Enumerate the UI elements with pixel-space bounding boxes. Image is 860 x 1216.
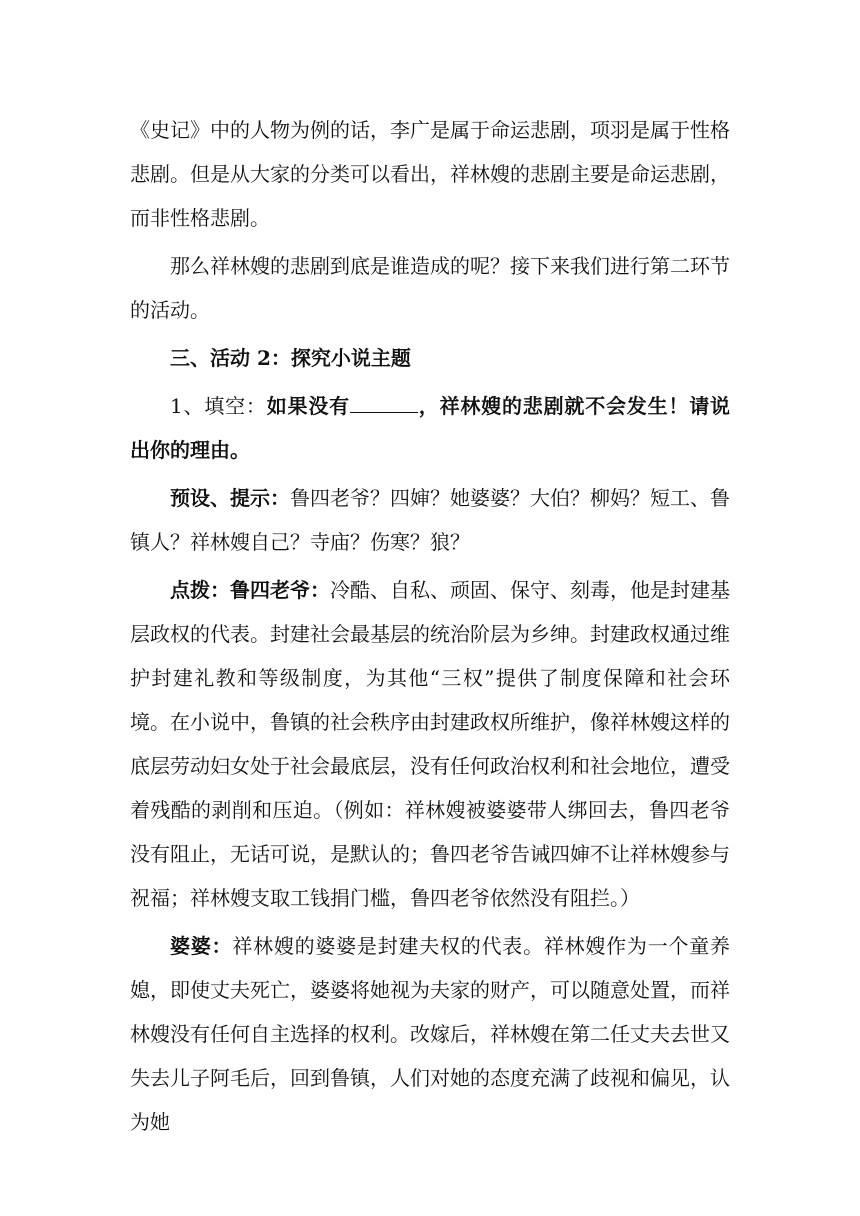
- paragraph-text: 《史记》中的人物为例的话，李广是属于命运悲剧，项羽是属于性格悲剧。但是从大家的分类可以看出，祥林嫂的悲剧主要是命运悲剧，而非性格悲剧。: [130, 118, 730, 230]
- paragraph-shiji-example: [130, 108, 730, 240]
- lu-silaoye-text: 冷酷、自私、顽固、保守、刻毒，他是封建基层政权的代表。封建社会最基层的统治阶层为乡绅。封建政权通过维护封建礼教和等级制度，为其他“三权”提供了制度保障和社会环境。在小说中，鲁镇的社会秩序由封建政权所维护，像祥林嫂这样的底层劳动妇女处于社会最底层，没有任何政治权利和社会地位，遭受着残酷的剥削和压迫。（例如：祥林嫂被婆婆带人绑回去，鲁四老爷没有阻止，无话可说，是默认的；鲁四老爷告诫四婶不让祥林嫂参与祝福；祥林嫂支取工钱捐门槛，鲁四老爷依然没有阻拦。）: [130, 578, 730, 910]
- lu-silaoye-label: 点拨：鲁四老爷：: [170, 578, 330, 602]
- paragraph-text: 那么祥林嫂的悲剧到底是谁造成的呢？接下来我们进行第二环节的活动。: [130, 254, 730, 322]
- section-heading: [130, 336, 730, 380]
- question-fill-blank: [130, 384, 730, 472]
- popo-label: 婆婆：: [170, 934, 233, 958]
- hint-text: 鲁四老爷？四婶？她婆婆？大伯？柳妈？短工、鲁镇人？祥林嫂自己？寺庙？伤寒？狼？: [130, 486, 730, 554]
- paragraph-hints: [130, 476, 730, 564]
- section-heading-text: 三、活动 2：探究小说主题: [170, 346, 411, 370]
- paragraph-popo: [130, 924, 730, 1144]
- document-page: [130, 108, 730, 1148]
- fill-in-blank-line: [350, 390, 418, 413]
- paragraph-lu-silaoye: [130, 568, 730, 920]
- hint-label: 预设、提示：: [170, 486, 290, 510]
- paragraph-transition: [130, 244, 730, 332]
- question-prefix: 1、填空：: [170, 394, 267, 418]
- question-text-part1: 如果没有: [266, 394, 350, 418]
- question-text-part2: ，祥林嫂的悲剧就不会发生！请说出你的理由。: [130, 394, 731, 462]
- popo-text: 祥林嫂的婆婆是封建夫权的代表。祥林嫂作为一个童养媳，即使丈夫死亡，婆婆将她视为夫家的财产，可以随意处置，而祥林嫂没有任何自主选择的权利。改嫁后，祥林嫂在第二任丈夫去世又失去儿子阿毛后，回到鲁镇，人们对她的态度充满了歧视和偏见，认为她: [130, 934, 731, 1134]
